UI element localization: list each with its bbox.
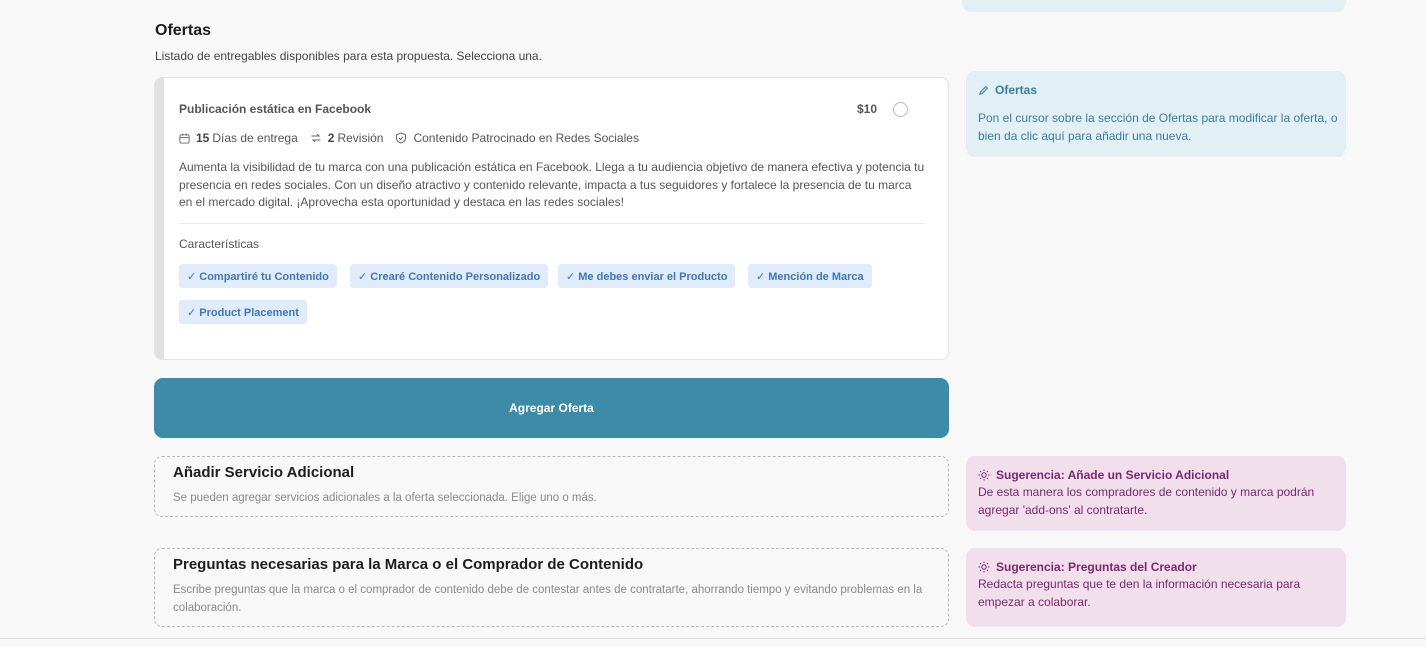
addon-hint: [966, 456, 1346, 531]
offer-card[interactable]: [154, 77, 949, 360]
offers-subtitle: Listado de entregables disponibles para esta propuesta. Selecciona una.: [155, 49, 542, 63]
offers-title: Ofertas: [155, 22, 212, 39]
offer-select-radio[interactable]: [893, 102, 908, 117]
questions-hint: [966, 548, 1346, 627]
questions-hint-body: Redacta preguntas que te den la información necesaria para empezar a colaborar.: [978, 577, 1301, 609]
addon-section[interactable]: [154, 456, 949, 517]
offer-delivery: [179, 131, 298, 145]
sun-icon: [978, 561, 990, 573]
offer-meta: [179, 131, 651, 145]
offer-revisions-label: Revisión: [337, 131, 384, 145]
offers-hint-body: Pon el cursor sobre la sección de Ofertas para modificar la oferta, o bien da clic aquí para añadir una nueva.: [978, 111, 1338, 143]
questions-title: Preguntas necesarias para la Marca o el Comprador de Contenido: [173, 556, 644, 573]
offers-hint[interactable]: [966, 71, 1346, 157]
offer-revisions: [310, 131, 384, 145]
addon-hint-body: De esta manera los compradores de contenido y marca podrán agregar 'add-ons' al contratarte.: [978, 485, 1315, 517]
calendar-icon: [179, 133, 190, 144]
feature-chip: ✓ Me debes enviar el Producto: [558, 264, 735, 288]
offer-category: [395, 131, 638, 145]
feature-chip: ✓ Product Placement: [179, 300, 307, 324]
offer-revisions-count: 2: [327, 131, 335, 145]
previous-hint-fragment: [962, 0, 1346, 12]
addon-hint-header: [978, 468, 1229, 482]
feature-chip: ✓ Mención de Marca: [748, 264, 872, 288]
offer-card-accent: [155, 78, 164, 359]
features-title: Características: [179, 237, 260, 251]
offer-price: $10: [857, 102, 878, 116]
add-offer-button[interactable]: Agregar Oferta: [154, 378, 949, 438]
addon-hint-title: Sugerencia: Añade un Servicio Adicional: [996, 468, 1230, 482]
offer-delivery-label: Días de entrega: [212, 131, 298, 145]
offer-category-label: Contenido Patrocinado en Redes Sociales: [413, 131, 639, 145]
questions-hint-title: Sugerencia: Preguntas del Creador: [996, 560, 1197, 574]
shield-check-icon: [395, 132, 407, 144]
feature-chip: ✓ Crearé Contenido Personalizado: [350, 264, 548, 288]
questions-section[interactable]: [154, 548, 949, 627]
pencil-icon: [978, 85, 989, 96]
offers-hint-title: Ofertas: [995, 83, 1038, 97]
questions-subtitle: Escribe preguntas que la marca o el comprador de contenido debe de contestar antes de contratarte, ahorrando tiempo y evitando problemas en la colaboración.: [173, 584, 923, 614]
addon-subtitle: Se pueden agregar servicios adicionales a la oferta seleccionada. Elige uno o más.: [173, 492, 597, 504]
questions-hint-header: [978, 560, 1197, 574]
feature-chip: ✓ Compartiré tu Contenido: [179, 264, 337, 288]
sun-icon: [978, 469, 990, 481]
offer-divider: [179, 223, 925, 224]
offers-hint-header: [978, 83, 1037, 97]
offer-title: Publicación estática en Facebook: [179, 102, 372, 116]
refresh-icon: [310, 132, 322, 144]
addon-title: Añadir Servicio Adicional: [173, 464, 355, 481]
bottom-divider: [0, 638, 1426, 639]
offer-delivery-days: 15: [196, 131, 210, 145]
offer-description: Aumenta la visibilidad de tu marca con una publicación estática en Facebook. Llega a tu audiencia objetivo de manera efectiva y potencia tu presencia en redes sociales. Con un diseño atractivo y contenido relevante, impacta a tus seguidores y fortalece la presencia de tu marca en el mercado digital. ¡Aprovecha esta oportunidad y destaca en las redes sociales!: [179, 160, 925, 209]
